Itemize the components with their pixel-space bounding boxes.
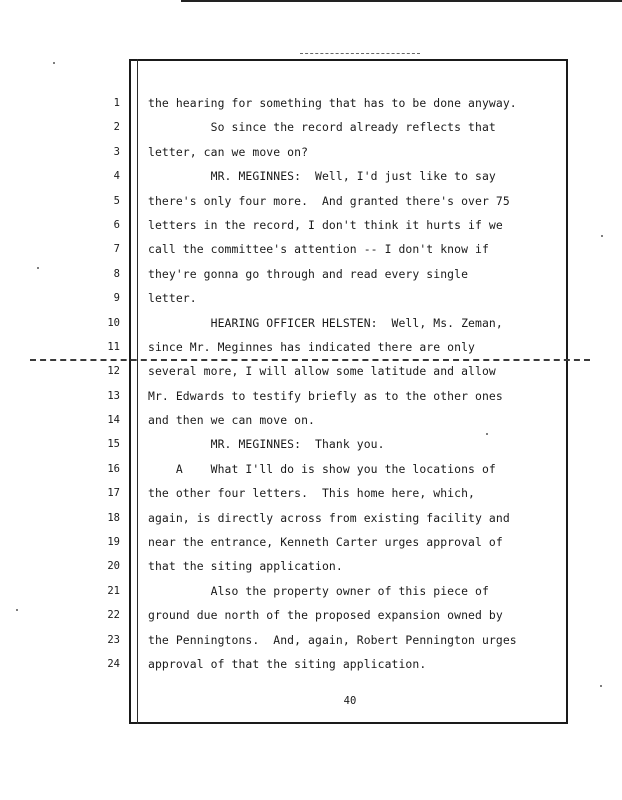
line-number: 6 [113,218,120,231]
line-number: 2 [113,121,120,134]
scan-speck [37,267,39,269]
left-margin-rule [137,59,138,724]
line-number: 21 [107,584,120,597]
transcript-line: letters in the record, I don't think it hurts if we [148,217,503,232]
line-number: 12 [107,365,120,378]
transcript-line: near the entrance, Kenneth Carter urges approval of [148,535,503,550]
page-number: 40 [343,695,357,707]
line-number: 13 [107,389,120,402]
line-number: 7 [113,243,120,256]
line-number: 1 [113,97,120,109]
line-number: 3 [113,145,120,158]
transcript-line: So since the record already reflects that [148,120,496,135]
transcript-line: since Mr. Meginnes has indicated there are only [148,339,476,354]
line-number: 11 [107,340,120,353]
line-number: 18 [107,511,120,524]
transcript-line: that the siting application. [148,559,343,574]
page-fold-dashed-line [30,359,590,361]
transcript-line: letter. [148,291,197,306]
transcript-line: approval of that the siting application. [148,656,427,671]
transcript-line: ground due north of the proposed expansion owned by [148,608,503,623]
line-number: 23 [107,633,120,646]
transcript-line: again, is directly across from existing facility and [148,510,510,525]
transcript-line: MR. MEGINNES: Well, I'd just like to say [148,169,496,184]
line-number: 15 [107,438,120,451]
transcript-line: letter, can we move on? [148,144,309,159]
line-number: 16 [107,462,120,475]
scan-speck [600,685,602,687]
transcript-line: and then we can move on. [148,413,315,428]
transcript-line: the Penningtons. And, again, Robert Pennington urges [148,632,517,647]
transcript-line: MR. MEGINNES: Thank you. [148,437,385,452]
transcript-line: there's only four more. And granted there's over 75 [148,193,510,208]
line-number: 4 [113,170,120,183]
line-number: 20 [107,560,120,573]
top-edge-rule [181,0,622,2]
scan-speck [601,235,603,237]
transcript-line: the hearing for something that has to be done anyway. [148,96,517,110]
line-number: 14 [107,414,120,427]
line-number: 10 [107,316,120,329]
top-scan-dashes [300,53,420,54]
line-number: 8 [113,267,120,280]
transcript-line: Mr. Edwards to testify briefly as to the other ones [148,388,503,403]
scan-speck [16,609,18,611]
transcript-line: Also the property owner of this piece of [148,583,489,598]
line-number: 19 [107,536,120,549]
transcript-line: HEARING OFFICER HELSTEN: Well, Ms. Zeman, [148,315,503,330]
line-number: 5 [113,194,120,207]
line-number: 9 [113,292,120,305]
transcript-body [148,94,563,679]
scan-speck [486,433,488,435]
line-number: 22 [107,609,120,622]
line-number: 24 [107,657,120,670]
transcript-line: call the committee's attention -- I don't know if [148,242,489,257]
line-number-column [90,94,120,679]
transcript-line: they're gonna go through and read every single [148,266,469,281]
transcript-line: several more, I will allow some latitude and allow [148,364,496,379]
transcript-line: the other four letters. This home here, which, [148,486,476,501]
scan-speck [53,62,55,64]
line-number: 17 [107,487,120,500]
transcript-line: A What I'll do is show you the locations of [148,461,496,476]
